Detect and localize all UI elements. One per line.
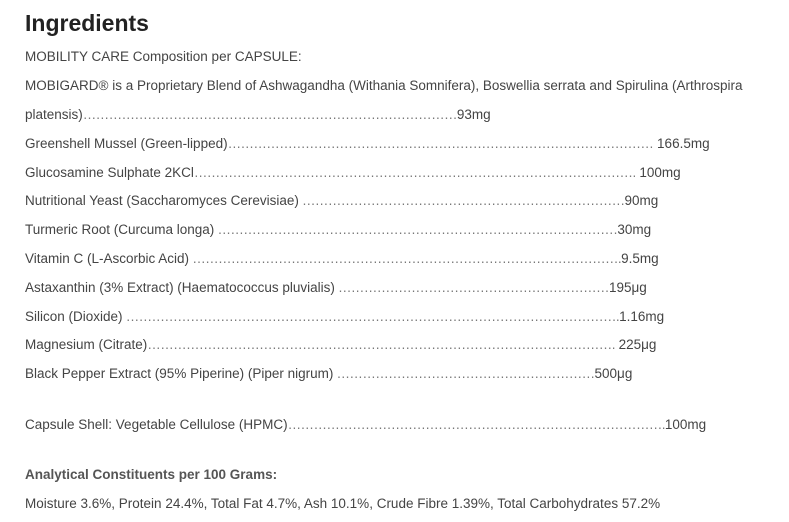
dot-leader: ……………………………………………………………………………………………………. (122, 309, 620, 324)
ingredient-name: Glucosamine Sulphate 2KCl (25, 165, 194, 180)
dot-leader: ……………………………………………………………………………………… (227, 136, 654, 151)
ingredient-amount: 100mg (664, 417, 707, 432)
ingredient-name: Astaxanthin (3% Extract) (Haematococcus pluvialis) (25, 280, 335, 295)
ingredient-row-black-pepper (25, 365, 632, 383)
ingredient-amount: 225μg (614, 337, 657, 352)
ingredient-name: platensis) (25, 107, 83, 122)
ingredient-name: Greenshell Mussel (Green-lipped) (25, 136, 228, 151)
composition-intro: MOBILITY CARE Composition per CAPSULE: (25, 49, 302, 64)
dot-leader: ………………………………………………………………………………………………. (147, 337, 615, 352)
ingredient-amount: 166.5mg (653, 136, 710, 151)
ingredient-row-greenshell-mussel (25, 135, 710, 153)
dot-leader: ……………………………………………………………………………. (287, 417, 665, 432)
ingredient-amount: 1.16mg (619, 309, 665, 324)
ingredient-name: Nutritional Yeast (Saccharomyces Cerevisiae) (25, 193, 299, 208)
ingredient-amount: 90mg (624, 193, 659, 208)
ingredient-amount: 9.5mg (621, 251, 659, 266)
dot-leader: …………………………………………………………………………… (82, 107, 457, 122)
dot-leader: ………………………………………………………………… (298, 193, 625, 208)
ingredient-amount: 30mg (617, 222, 652, 237)
dot-leader: ………………………………………………………………………………………. (189, 251, 622, 266)
ingredient-row-nutritional-yeast (25, 192, 658, 210)
dot-leader: ……………………………………………………… (334, 280, 609, 295)
dot-leader: …………………………………………………… (333, 366, 595, 381)
ingredient-name: Silicon (Dioxide) (25, 309, 123, 324)
ingredient-row-turmeric-root (25, 221, 651, 239)
ingredient-name: Vitamin C (L-Ascorbic Acid) (25, 251, 190, 266)
ingredient-row-silicon (25, 308, 664, 326)
dot-leader: …………………………………………………………………………………………. (193, 165, 636, 180)
blend-description-line1: MOBIGARD® is a Proprietary Blend of Ashwagandha (Withania Somnifera), Boswellia serrata and Spirulina (Arthrospira (25, 78, 743, 93)
ingredient-row-vitamin-c (25, 250, 659, 268)
ingredient-name: Turmeric Root (Curcuma longa) (25, 222, 215, 237)
ingredient-row-glucosamine (25, 164, 681, 182)
ingredient-amount: 93mg (456, 107, 491, 122)
analytical-constituents-values: Moisture 3.6%, Protein 24.4%, Total Fat 4.7%, Ash 10.1%, Crude Fibre 1.39%, Total Carbohydrates 57.2% (25, 496, 661, 511)
capsule-shell-row (25, 416, 706, 434)
ingredient-name: Capsule Shell: Vegetable Cellulose (HPMC) (25, 417, 288, 432)
ingredient-amount: 195μg (608, 280, 647, 295)
analytical-constituents-heading: Analytical Constituents per 100 Grams: (25, 467, 278, 482)
ingredient-name: Magnesium (Citrate) (25, 337, 148, 352)
ingredient-amount: 500μg (594, 366, 633, 381)
ingredient-amount: 100mg (635, 165, 681, 180)
ingredient-row-astaxanthin (25, 279, 647, 297)
ingredient-name: Black Pepper Extract (95% Piperine) (Piper nigrum) (25, 366, 334, 381)
blend-description-line2 (25, 106, 491, 124)
ingredient-row-magnesium (25, 336, 656, 354)
ingredients-heading: Ingredients (25, 10, 149, 36)
dot-leader: ………………………………………………………………………………… (214, 222, 618, 237)
